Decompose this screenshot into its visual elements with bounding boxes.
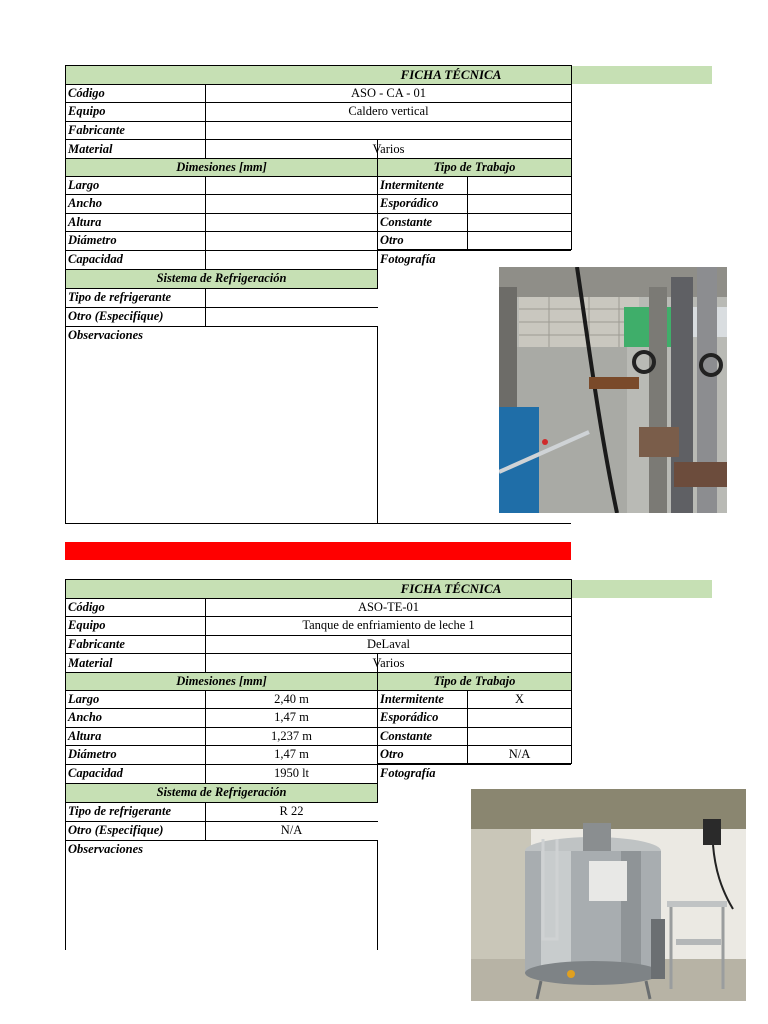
tipo-refrigerante-label: Tipo de refrigerante xyxy=(68,290,171,304)
observaciones-label: Observaciones xyxy=(68,842,143,856)
refrigeracion-header: Sistema de Refrigeración xyxy=(66,784,377,802)
codigo-label: Código xyxy=(68,600,105,614)
otro-especifique-value: N/A xyxy=(280,823,303,837)
dimensiones-header: Dimesiones [mm] xyxy=(66,159,377,176)
fabricante-label: Fabricante xyxy=(68,123,125,137)
otro-label: Otro xyxy=(380,747,404,761)
material-value: Varios xyxy=(372,142,405,156)
esporadico-label: Esporádico xyxy=(380,710,439,724)
codigo-label: Código xyxy=(68,86,105,100)
equipo-value: Tanque de enfriamiento de leche 1 xyxy=(302,618,475,632)
capacidad-label: Capacidad xyxy=(68,252,123,266)
altura-value: 1,237 m xyxy=(271,729,312,743)
esporadico-label: Esporádico xyxy=(380,196,439,210)
largo-label: Largo xyxy=(68,692,100,706)
ancho-label: Ancho xyxy=(68,196,103,210)
largo-value: 2,40 m xyxy=(274,692,309,706)
equipo-value: Caldero vertical xyxy=(348,104,429,118)
intermitente-value: X xyxy=(514,692,525,706)
capacidad-value: 1950 lt xyxy=(273,766,310,780)
altura-label: Altura xyxy=(68,729,102,743)
otro-especifique-label: Otro (Especifique) xyxy=(68,309,164,323)
constante-label: Constante xyxy=(380,729,433,743)
tipo-refrigerante-value: R 22 xyxy=(279,804,304,818)
sheet-title: FICHA TÉCNICA xyxy=(400,581,502,596)
intermitente-label: Intermitente xyxy=(380,178,444,192)
otro-especifique-label: Otro (Especifique) xyxy=(68,823,164,837)
diametro-label: Diámetro xyxy=(68,747,117,761)
sheet-title: FICHA TÉCNICA xyxy=(400,67,502,82)
codigo-value: ASO - CA - 01 xyxy=(350,86,426,100)
refrigeracion-header: Sistema de Refrigeración xyxy=(66,270,377,288)
fabricante-value: DeLaval xyxy=(366,637,411,651)
codigo-value: ASO-TE-01 xyxy=(357,600,420,614)
otro-label: Otro xyxy=(380,233,404,247)
separator-bar xyxy=(65,542,571,560)
fabricante-label: Fabricante xyxy=(68,637,125,651)
fotografia-label: Fotografía xyxy=(380,766,436,780)
tipo-refrigerante-label: Tipo de refrigerante xyxy=(68,804,171,818)
altura-label: Altura xyxy=(68,215,102,229)
ancho-label: Ancho xyxy=(68,710,103,724)
material-label: Material xyxy=(68,656,113,670)
dimensiones-header: Dimesiones [mm] xyxy=(66,673,377,690)
capacidad-label: Capacidad xyxy=(68,766,123,780)
tipo-trabajo-header: Tipo de Trabajo xyxy=(378,673,571,690)
fotografia-label: Fotografía xyxy=(380,252,436,266)
tank-photo xyxy=(471,789,746,1001)
equipo-label: Equipo xyxy=(68,104,106,118)
observaciones-label: Observaciones xyxy=(68,328,143,342)
boiler-photo xyxy=(499,267,727,513)
constante-label: Constante xyxy=(380,215,433,229)
material-label: Material xyxy=(68,142,113,156)
equipo-label: Equipo xyxy=(68,618,106,632)
ancho-value: 1,47 m xyxy=(274,710,309,724)
material-value: Varios xyxy=(372,656,405,670)
intermitente-label: Intermitente xyxy=(380,692,444,706)
tipo-trabajo-header: Tipo de Trabajo xyxy=(378,159,571,176)
diametro-value: 1,47 m xyxy=(274,747,309,761)
largo-label: Largo xyxy=(68,178,100,192)
diametro-label: Diámetro xyxy=(68,233,117,247)
otro-value: N/A xyxy=(508,747,531,761)
